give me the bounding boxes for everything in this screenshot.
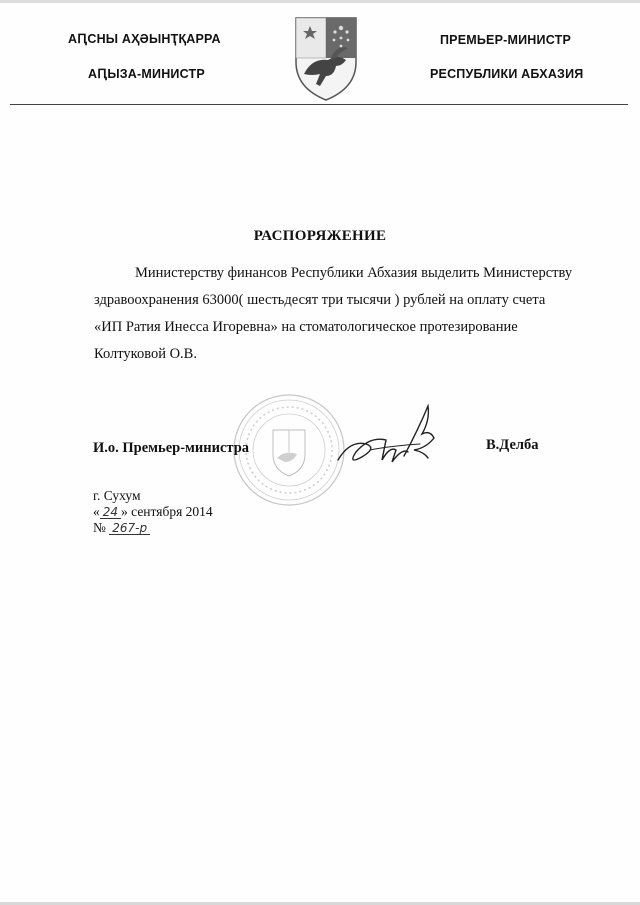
issue-place: г. Сухум [93, 488, 141, 503]
date-day-handwritten: 24 [100, 506, 121, 519]
header-right-line2: РЕСПУБЛИКИ АБХАЗИЯ [430, 67, 584, 81]
state-emblem-icon [290, 14, 362, 102]
date-open-quote: « [93, 504, 100, 519]
header-right-line1: ПРЕМЬЕР-МИНИСТР [440, 33, 571, 47]
page-top-edge [0, 0, 640, 3]
body-line-4: Колтуковой О.В. [94, 346, 197, 362]
date-close-quote: » [121, 504, 128, 519]
body-line-3: «ИП Ратия Инесса Игоревна» на стоматологическое протезирование [94, 319, 518, 335]
handwritten-signature [330, 400, 450, 470]
issue-date [93, 504, 213, 520]
body-line-1: Министерству финансов Республики Абхазия выделить Министерству [135, 265, 573, 281]
body-line-2: здравоохранения 63000( шестьдесят три тысячи ) рублей на оплату счета [94, 292, 546, 308]
header-left-line1: АԤСНЫ АҲӘЫНҬҚАРРА [68, 32, 221, 46]
order-number [93, 520, 150, 536]
date-month-year: сентября 2014 [131, 504, 213, 519]
signatory-name: В.Делба [486, 437, 539, 453]
header-left-line2: АԤЫЗА-МИНИСТР [88, 67, 205, 81]
document-title: РАСПОРЯЖЕНИЕ [253, 228, 387, 244]
header-divider [10, 104, 628, 105]
order-number-handwritten: 267-р [109, 522, 150, 535]
signatory-position: И.о. Премьер-министра [93, 440, 250, 456]
number-sign: № [93, 520, 106, 535]
